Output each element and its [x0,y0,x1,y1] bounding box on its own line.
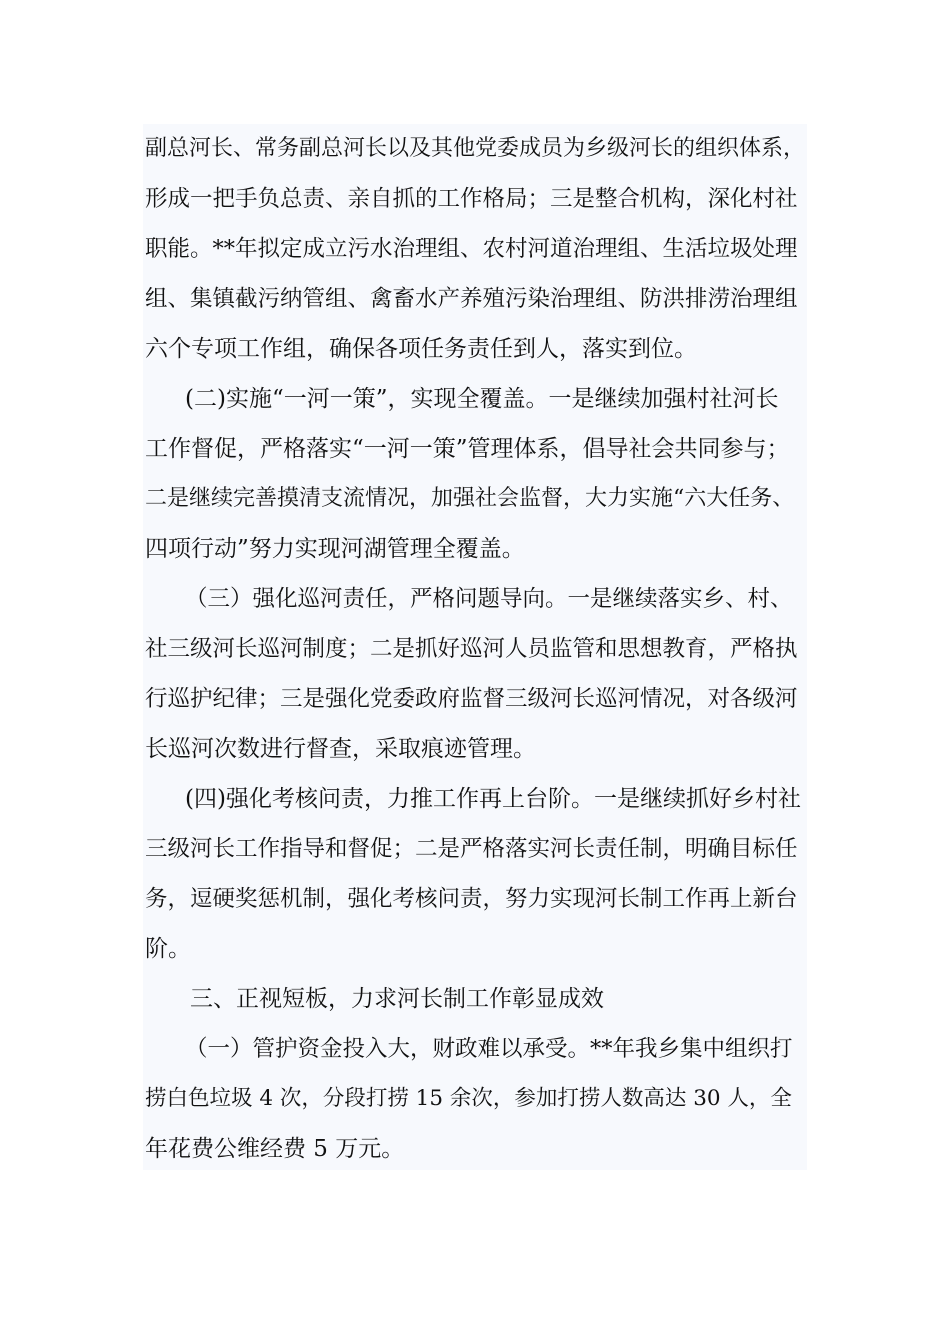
text-line: 三级河长工作指导和督促；二是严格落实河长责任制，明确目标任 [145,836,798,862]
text-line: (四)强化考核问责，力推工作再上台阶。一是继续抓好乡村社 [185,786,801,812]
text-line: （一）管护资金投入大，财政难以承受。**年我乡集中组织打 [185,1036,793,1062]
section-heading: 三、正视短板，力求河长制工作彰显成效 [190,986,604,1012]
text-line: 捞白色垃圾 4 次，分段打捞 15 余次，参加打捞人数高达 30 人，全 [145,1086,792,1111]
text-line: 工作督促，严格落实“一河一策”管理体系，倡导社会共同参与； [145,436,790,462]
text-line: 阶。 [145,936,191,962]
document-body [143,124,807,1170]
text-line: 年花费公维经费 5 万元。 [145,1136,405,1162]
text-line: 副总河长、常务副总河长以及其他党委成员为乡级河长的组织体系， [145,136,806,161]
text-line: 组、集镇截污纳管组、禽畜水产养殖污染治理组、防洪排涝治理组 [145,286,798,312]
text-line: 务，逗硬奖惩机制，强化考核问责，努力实现河长制工作再上新台 [145,886,798,912]
text-line: 社三级河长巡河制度；二是抓好巡河人员监管和思想教育，严格执 [145,636,798,662]
text-line: 四项行动”努力实现河湖管理全覆盖。 [145,536,525,562]
text-line: （三）强化巡河责任，严格问题导向。一是继续落实乡、村、 [185,586,793,612]
text-line: 形成一把手负总责、亲自抓的工作格局；三是整合机构，深化村社 [145,186,798,212]
text-line: 六个专项工作组，确保各项任务责任到人，落实到位。 [145,336,697,362]
text-line: 职能。**年拟定成立污水治理组、农村河道治理组、生活垃圾处理 [145,236,798,262]
text-line: 长巡河次数进行督查，采取痕迹管理。 [145,736,536,762]
text-line: 二是继续完善摸清支流情况，加强社会监督，大力实施“六大任务、 [145,486,795,511]
text-line: 行巡护纪律；三是强化党委政府监督三级河长巡河情况，对各级河 [145,686,798,712]
text-line: (二)实施“一河一策”，实现全覆盖。一是继续加强村社河长 [185,386,779,412]
